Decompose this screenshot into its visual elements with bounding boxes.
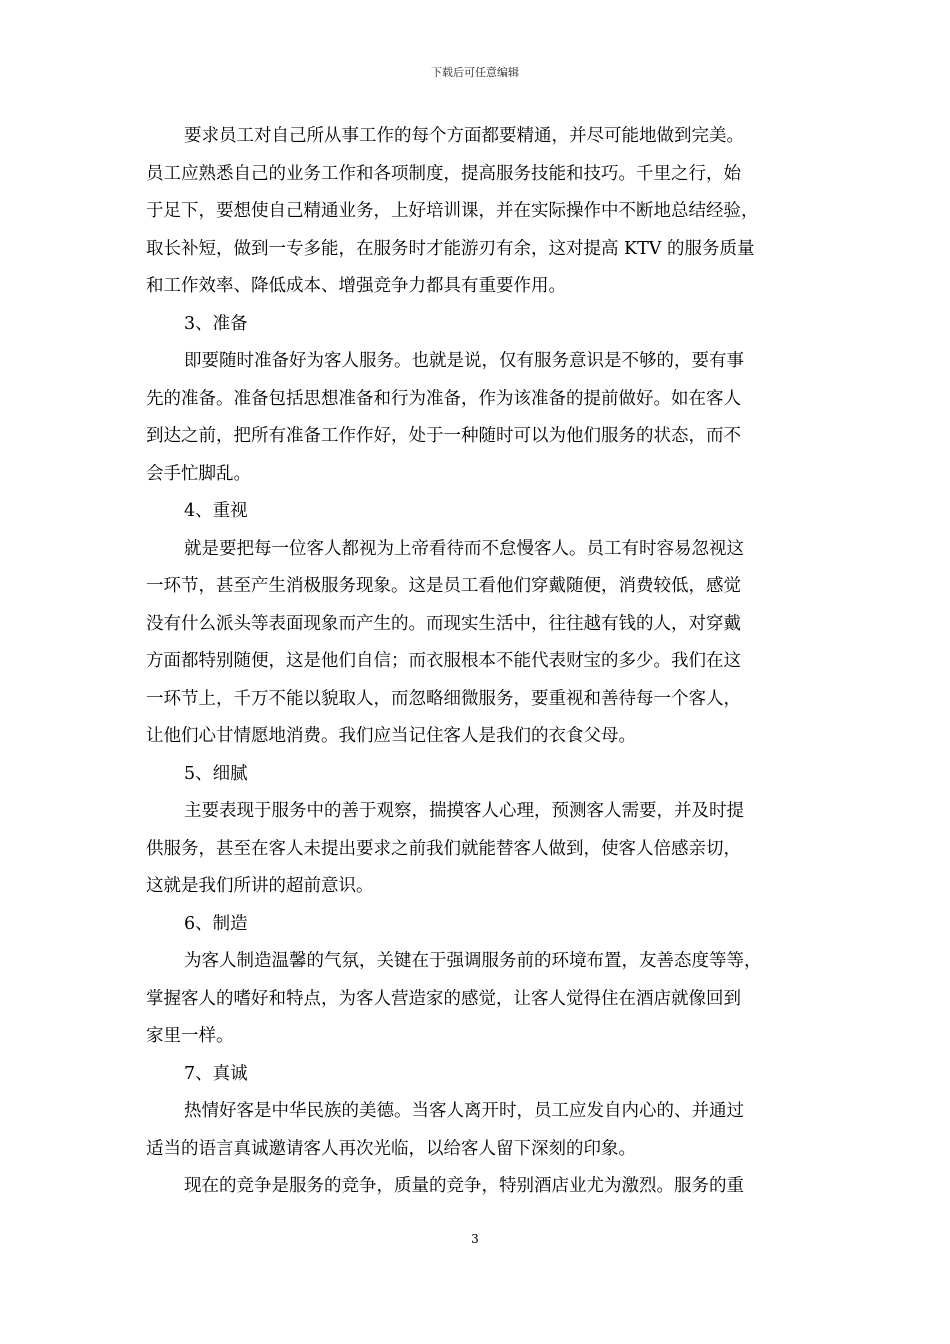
text-line: 一环节，甚至产生消极服务现象。这是员工看他们穿戴随便，消费较低，感觉 xyxy=(146,576,741,596)
text-line: 家里一样。 xyxy=(146,1026,234,1046)
text-line: 方面都特别随便，这是他们自信；而衣服根本不能代表财宝的多少。我们在这 xyxy=(146,651,741,671)
text-line: 3、准备 xyxy=(184,313,248,334)
text-line: 主要表现于服务中的善于观察，揣摸客人心理，预测客人需要，并及时提 xyxy=(184,801,744,821)
text-line: 到达之前，把所有准备工作作好，处于一种随时可以为他们服务的状态，而不 xyxy=(146,426,741,446)
text-line: 适当的语言真诚邀请客人再次光临，以给客人留下深刻的印象。 xyxy=(146,1138,636,1159)
text-line: 会手忙脚乱。 xyxy=(146,463,251,484)
text-line: 于足下，要想使自己精通业务，上好培训课，并在实际操作中不断地总结经验， xyxy=(146,201,759,221)
text-line: 4、重视 xyxy=(184,501,248,521)
text-line: 供服务，甚至在客人未提出要求之前我们就能替客人做到，使客人倍感亲切， xyxy=(146,838,741,859)
text-line: 5、细腻 xyxy=(184,763,248,784)
text-line: 7、真诚 xyxy=(184,1063,248,1084)
document-body xyxy=(146,118,810,1206)
text-line: 这就是我们所讲的超前意识。 xyxy=(146,876,374,896)
text-line: 热情好客是中华民族的美德。当客人离开时，员工应发自内心的、并通过 xyxy=(184,1101,744,1121)
text-line: 员工应熟悉自己的业务工作和各项制度，提高服务技能和技巧。千里之行，始 xyxy=(146,163,741,184)
text-line: 即要随时准备好为客人服务。也就是说，仅有服务意识是不够的，要有事 xyxy=(184,351,744,371)
text-line: 让他们心甘情愿地消费。我们应当记住客人是我们的衣食父母。 xyxy=(146,726,636,746)
text-line: 6、制造 xyxy=(184,913,248,934)
text-line: 掌握客人的嗜好和特点，为客人营造家的感觉，让客人觉得住在酒店就像回到 xyxy=(146,988,741,1009)
text-line: 和工作效率、降低成本、增强竞争力都具有重要作用。 xyxy=(146,276,566,296)
text-line: 一环节上，千万不能以貌取人，而忽略细微服务，要重视和善待每一个客人， xyxy=(146,688,741,709)
page-number: 3 xyxy=(471,1232,479,1246)
text-line: 先的准备。准备包括思想准备和行为准备，作为该准备的提前做好。如在客人 xyxy=(146,388,741,409)
text-line: 就是要把每一位客人都视为上帝看待而不怠慢客人。员工有时容易忽视这 xyxy=(184,538,744,559)
page-header: 下载后可任意编辑 xyxy=(431,66,519,79)
text-line: 现在的竞争是服务的竞争，质量的竞争，特别酒店业尤为激烈。服务的重 xyxy=(184,1176,744,1196)
text-line: 要求员工对自己所从事工作的每个方面都要精通，并尽可能地做到完美。 xyxy=(184,126,744,146)
text-line: 取长补短，做到一专多能，在服务时才能游刃有余，这对提高 KTV 的服务质量 xyxy=(146,238,755,259)
text-line: 为客人制造温馨的气氛，关键在于强调服务前的环境布置，友善态度等等， xyxy=(184,951,762,971)
text-line: 没有什么派头等表面现象而产生的。而现实生活中，往往越有钱的人，对穿戴 xyxy=(146,613,741,634)
